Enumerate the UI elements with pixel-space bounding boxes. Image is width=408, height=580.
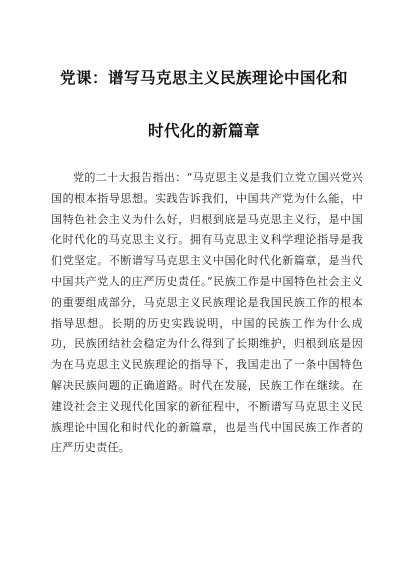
document-title-line-2: 时代化的新篇章 bbox=[147, 121, 260, 140]
document-title-line-1: 党课：谱写马克思主义民族理论中国化和 bbox=[59, 68, 348, 87]
body-paragraph: 党的二十大报告指出：“马克思主义是我们立党立国兴党兴国的根本指导思想。实践告诉我们，中国共产党为什么能，中国特色社会主义为什么好，归根到底是马克思主义行，是中国化时代化的马克思主义行。拥有马克思主义科学理论指导是我们党坚定。不断谱写马克思主义中国化时代化新篇章，是当代中国共产党人的庄严历史责任。”民族工作是中国特色社会主义的重要组成部分，马克思主义民族理论是我国民族工作的根本指导思想。长期的历史实践说明，中国的民族工作为什么成功，民族团结社会稳定为什么得到了长期维护，归根到底是因为在马克思主义民族理论的指导下，我国走出了一条中国特色解决民族问题的正确道路。时代在发展，民族工作在继续。在建设社会主义现代化国家的新征程中，不断谱写马克思主义民族理论中国化和时代化的新篇章，也是当代中国民族工作者的庄严历史责任。 bbox=[51, 171, 363, 455]
